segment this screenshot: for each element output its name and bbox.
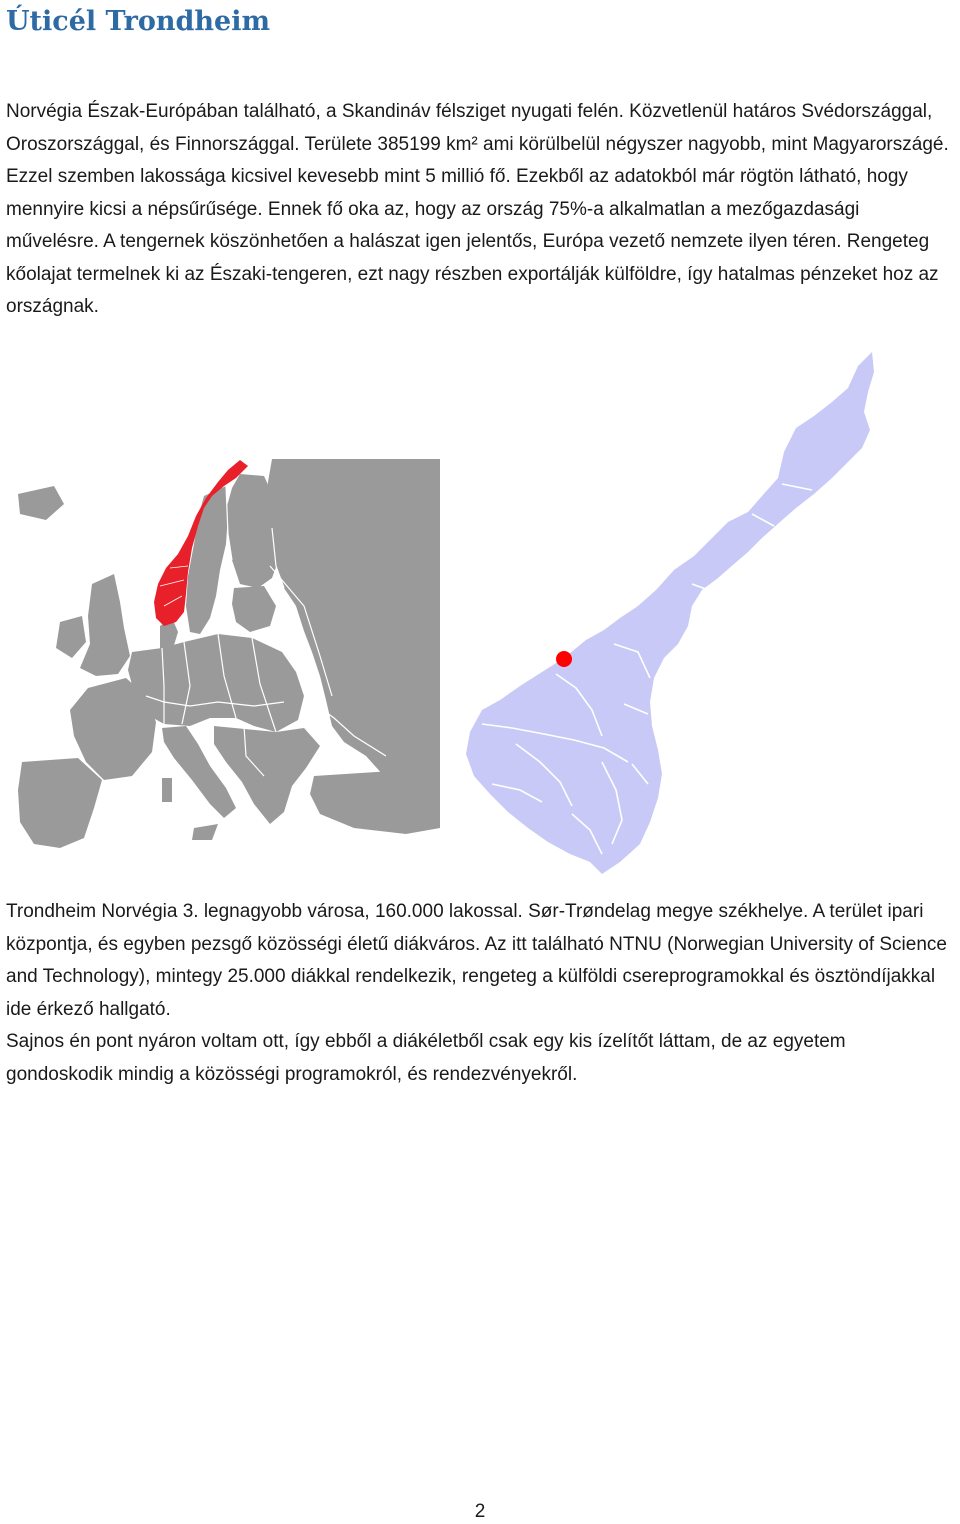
trondheim-paragraph: Trondheim Norvégia 3. legnagyobb városa, 160.000 lakossal. Sør-Trøndelag megye székhelye. A terület ipari központja, és egyben pezsgő közösségi életű diákváros. Az itt található NTNU (Norwegian University of Science and Technology), mintegy 25.000 diákkal rendelkezik, rengeteg a külföldi csereprogramokkal és ösztöndíjakkal ide érkező hallgató. (6, 901, 947, 1020)
summer-paragraph: Sajnos én pont nyáron voltam ott, így ebből a diákéletből csak egy kis ízelítőt láttam, de az egyetem gondoskodik mindig a közösségi programokról, és rendezvényekről. (6, 1031, 846, 1085)
page-number: 2 (474, 1501, 486, 1522)
norway-map (452, 344, 880, 876)
europe-map (14, 456, 440, 876)
document-title: Úticél Trondheim (6, 6, 271, 37)
intro-paragraph: Norvégia Észak-Európában található, a Skandináv félsziget nyugati felén. Közvetlenül határos Svédországgal, Oroszországgal, és Finnországgal. Területe 385199 km² ami körülbelül négyszer nagyobb, mint Magyarországé. Ezzel szemben lakossága kicsivel kevesebb mint 5 millió fő. Ezekből az adatokból már rögtön látható, hogy mennyire kicsi a népsűrűsége. Ennek fő oka az, hogy az ország 75%-a alkalmatlan a mezőgazdasági művelésre. A tengernek köszönhetően a halászat igen jelentős, Európa vezető nemzete ilyen téren. Rengeteg kőolajat termelnek ki az Északi-tengeren, ezt nagy részben exportálják külföldre, így hatalmas pénzeket hoz az országnak. (6, 101, 949, 317)
